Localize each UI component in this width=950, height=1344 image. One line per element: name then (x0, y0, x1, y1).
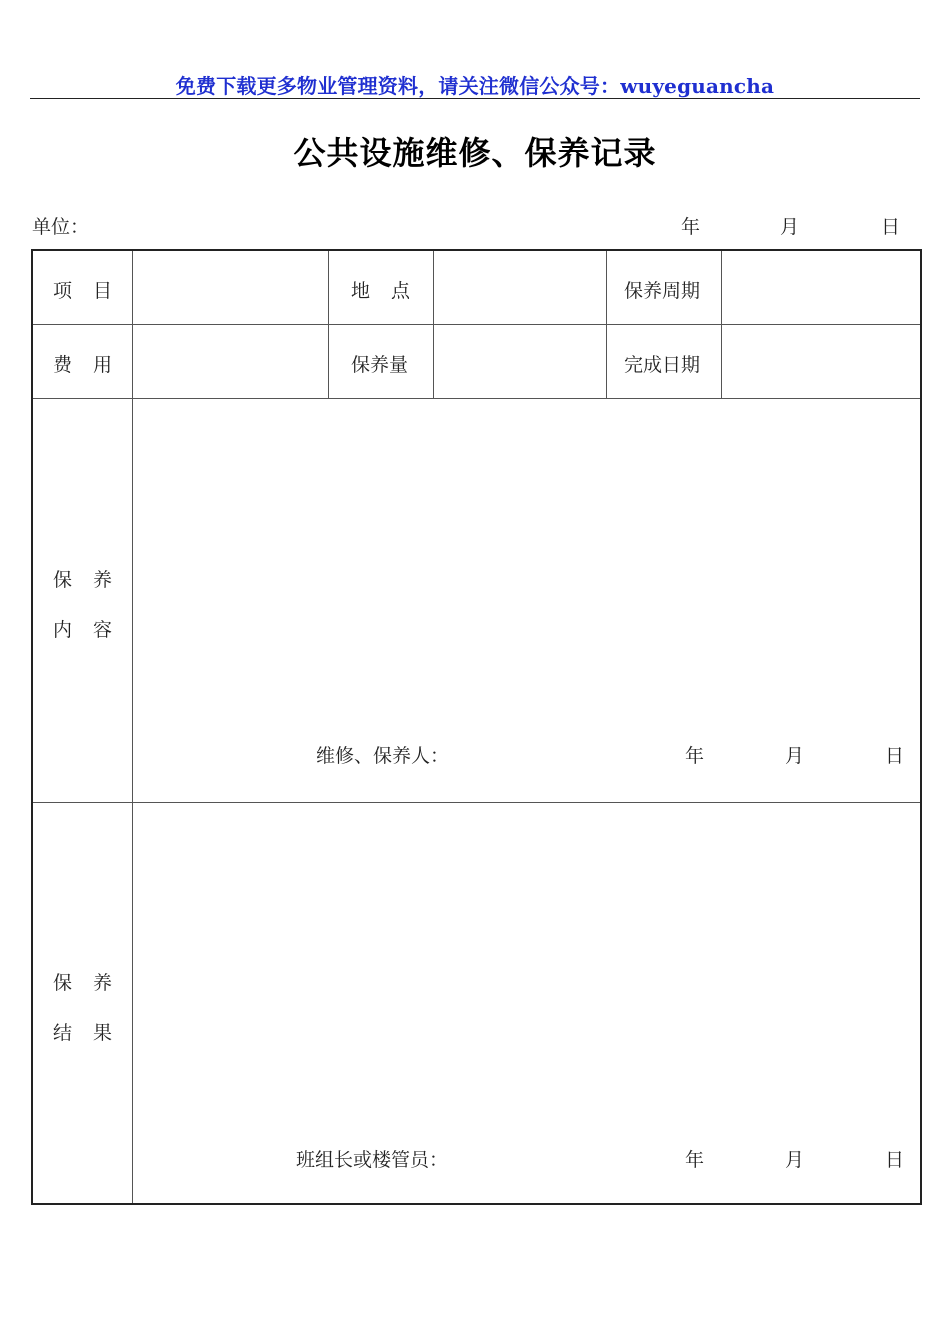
maintenance-cycle-label: 保养周期 (624, 280, 701, 302)
column-divider (721, 251, 722, 398)
project-value-cell[interactable] (135, 253, 325, 323)
maintenance-amount-value-cell[interactable] (436, 327, 604, 397)
maintenance-cycle-value-cell[interactable] (724, 253, 918, 323)
supervisor-date-day: 日 (885, 1149, 905, 1171)
project-label-char1: 项 (53, 280, 73, 302)
date-month-label: 月 (780, 216, 800, 238)
date-day-label: 日 (881, 216, 901, 238)
repairer-date-day: 日 (885, 745, 905, 767)
column-divider (132, 251, 133, 1203)
cost-label-char2: 用 (93, 354, 113, 376)
location-label-char1: 地 (351, 280, 371, 302)
row-divider (33, 398, 920, 399)
row-divider (33, 324, 920, 325)
supervisor-date-year: 年 (685, 1149, 705, 1171)
date-year-label: 年 (681, 216, 701, 238)
repairer-date-month: 月 (785, 745, 805, 767)
cost-label-char1: 费 (53, 354, 73, 376)
content-label-char4: 容 (93, 619, 113, 641)
maintenance-content-area[interactable] (135, 401, 918, 721)
result-label-char3: 结 (53, 1022, 73, 1044)
completion-date-label: 完成日期 (624, 354, 701, 376)
location-label-char2: 点 (391, 280, 411, 302)
supervisor-signature-label: 班组长或楼管员： (296, 1149, 449, 1171)
repairer-signature-label: 维修、保养人： (316, 745, 450, 767)
result-label-char4: 果 (93, 1022, 113, 1044)
column-divider (328, 251, 329, 398)
content-label-char2: 养 (93, 569, 113, 591)
content-label-char3: 内 (53, 619, 73, 641)
supervisor-date-month: 月 (785, 1149, 805, 1171)
document-title: 公共设施维修、保养记录 (293, 134, 657, 172)
maintenance-record-table (31, 249, 922, 1205)
maintenance-amount-label: 保养量 (351, 354, 409, 376)
repairer-date-year: 年 (685, 745, 705, 767)
column-divider (433, 251, 434, 398)
project-label-char2: 目 (93, 280, 113, 302)
maintenance-result-area[interactable] (135, 805, 918, 1125)
cost-value-cell[interactable] (135, 327, 325, 397)
row-divider (33, 802, 920, 803)
result-label-char1: 保 (53, 972, 73, 994)
header-banner: 免费下载更多物业管理资料，请关注微信公众号：wuyeguancha (175, 74, 775, 98)
completion-date-value-cell[interactable] (724, 327, 918, 397)
column-divider (606, 251, 607, 398)
unit-label: 单位： (32, 216, 90, 238)
result-label-char2: 养 (93, 972, 113, 994)
location-value-cell[interactable] (436, 253, 604, 323)
content-label-char1: 保 (53, 569, 73, 591)
header-divider (30, 98, 920, 99)
